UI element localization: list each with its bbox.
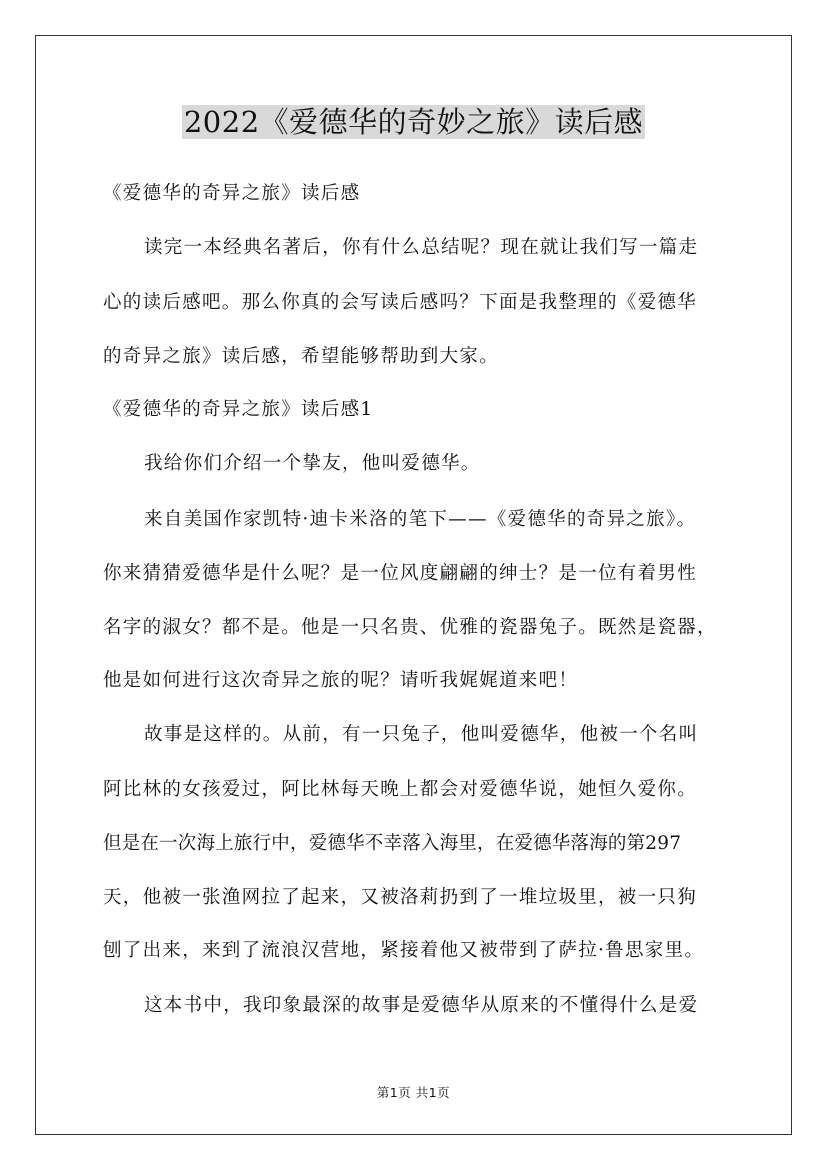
paragraph-line: 名字的淑女？都不是。他是一只名贵、优雅的瓷器兔子。既然是瓷器， — [103, 617, 717, 638]
paragraph-line: 这本书中，我印象最深的故事是爱德华从原来的不懂得什么是爱 — [144, 995, 699, 1016]
subheading-part-1: 《爱德华的奇异之旅》读后感1 — [103, 399, 374, 420]
paragraph-line: 天，他被一张渔网拉了起来，又被洛莉扔到了一堆垃圾里，被一只狗 — [103, 887, 698, 908]
paragraph-line: 他是如何进行这次奇异之旅的呢？请听我娓娓道来吧！ — [103, 670, 579, 691]
paragraph-line: 读完一本经典名著后，你有什么总结呢？现在就让我们写一篇走 — [144, 237, 699, 258]
paragraph-line: 的奇异之旅》读后感，希望能够帮助到大家。 — [103, 346, 500, 367]
paragraph-line: 心的读后感吧。那么你真的会写读后感吗？下面是我整理的《爱德华 — [103, 292, 698, 313]
paragraph-line: 刨了出来，来到了流浪汉营地，紧接着他又被带到了萨拉·鲁思家里。 — [103, 940, 705, 961]
paragraph-line: 但是在一次海上旅行中，爱德华不幸落入海里，在爱德华落海的第297 — [103, 833, 682, 854]
page-footer: 第1页 共1页 — [376, 1085, 451, 1100]
document-title-wrap — [0, 102, 827, 142]
paragraph-line: 我给你们介绍一个挚友，他叫爱德华。 — [144, 453, 481, 474]
paragraph-line: 阿比林的女孩爱过，阿比林每天晚上都会对爱德华说，她恒久爱你。 — [103, 779, 698, 800]
paragraph-line: 来自美国作家凯特·迪卡米洛的笔下——《爱德华的奇异之旅》。 — [144, 509, 697, 530]
paragraph-line: 你来猜猜爱德华是什么呢？是一位风度翩翩的绅士？是一位有着男性 — [103, 563, 698, 584]
document-title: 2022《爱德华的奇妙之旅》读后感 — [183, 105, 644, 139]
subheading-main: 《爱德华的奇异之旅》读后感 — [103, 183, 361, 204]
paragraph-line: 故事是这样的。从前，有一只兔子，他叫爱德华，他被一个名叫 — [144, 724, 699, 745]
